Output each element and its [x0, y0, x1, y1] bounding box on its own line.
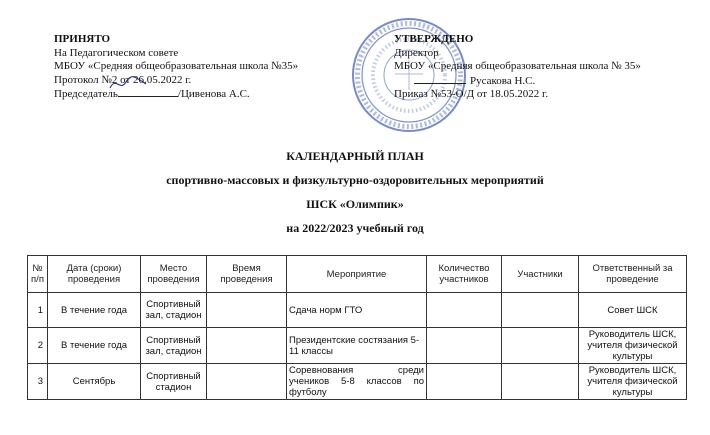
approved-block	[54, 33, 298, 102]
cell-count	[427, 328, 502, 364]
cell-participants	[502, 293, 579, 328]
cell-place: Спортивный зал, стадион	[141, 328, 207, 364]
cell-num: 2	[28, 328, 48, 364]
approved-chair	[54, 87, 298, 102]
header-participants: Участники	[502, 256, 579, 293]
approved-council: На Педагогическом совете	[54, 46, 179, 59]
approved-title: ПРИНЯТО	[54, 33, 111, 45]
cell-participants	[502, 364, 579, 400]
cell-num: 3	[28, 364, 48, 400]
cell-time	[207, 364, 287, 400]
cell-event: Соревнования среди учеников 5-8 классов по футболу	[287, 364, 427, 400]
cell-participants	[502, 328, 579, 364]
signature-scribble	[108, 74, 148, 94]
events-table	[27, 255, 687, 400]
table-row	[28, 293, 687, 328]
cell-place: Спортивный зал, стадион	[141, 293, 207, 328]
header-count: Количество участников	[427, 256, 502, 293]
table-header-row	[28, 256, 687, 293]
title-line-4: на 2022/2023 учебный год	[286, 221, 424, 235]
chair-name: /Цивенова А.С.	[177, 88, 250, 100]
title-line-2: спортивно-массовых и физкультурно-оздоровительных мероприятий	[166, 173, 544, 187]
table-row	[28, 364, 687, 400]
header-place: Место проведения	[141, 256, 207, 293]
approved-protocol: Протокол №2 от 26.05.2022 г.	[54, 73, 192, 86]
cell-num: 1	[28, 293, 48, 328]
header-date: Дата (сроки) проведения	[48, 256, 141, 293]
title-line-1: КАЛЕНДАРНЫЙ ПЛАН	[286, 149, 424, 163]
cell-responsible: Руководитель ШСК, учителя физической культуры	[579, 364, 687, 400]
director-signature-line	[414, 74, 466, 84]
confirmed-order: Приказ №53-О/Д от 18.05.2022 г.	[394, 88, 549, 100]
table-row	[28, 328, 687, 364]
confirmed-signer	[394, 74, 641, 89]
confirmed-title: УТВЕРЖДЕНО	[394, 33, 474, 45]
cell-responsible: Руководитель ШСК, учителя физической культуры	[579, 328, 687, 364]
cell-event: Президентские состязания 5-11 классы	[287, 328, 427, 364]
confirmed-block	[394, 33, 641, 102]
chair-label: Председатель	[54, 88, 118, 100]
cell-date: В течение года	[48, 328, 141, 364]
title-line-3: ШСК «Олимпик»	[306, 197, 404, 211]
cell-count	[427, 364, 502, 400]
header-num: № п/п	[28, 256, 48, 293]
header-responsible: Ответственный за проведение	[579, 256, 687, 293]
cell-responsible: Совет ШСК	[579, 293, 687, 328]
signer-name: Русакова Н.С.	[470, 74, 536, 87]
cell-date: В течение года	[48, 293, 141, 328]
cell-count	[427, 293, 502, 328]
confirmed-position: Директор	[394, 46, 439, 59]
header-event: Мероприятие	[287, 256, 427, 293]
cell-date: Сентябрь	[48, 364, 141, 400]
cell-time	[207, 328, 287, 364]
document-title	[0, 144, 710, 240]
cell-event: Сдача норм ГТО	[287, 293, 427, 328]
confirmed-school: МБОУ «Средняя общеобразовательная школа № 35»	[394, 60, 641, 72]
approved-school: МБОУ «Средняя общеобразовательная школа №35»	[54, 60, 299, 72]
cell-place: Спортивный стадион	[141, 364, 207, 400]
cell-time	[207, 293, 287, 328]
header-time: Время проведения	[207, 256, 287, 293]
